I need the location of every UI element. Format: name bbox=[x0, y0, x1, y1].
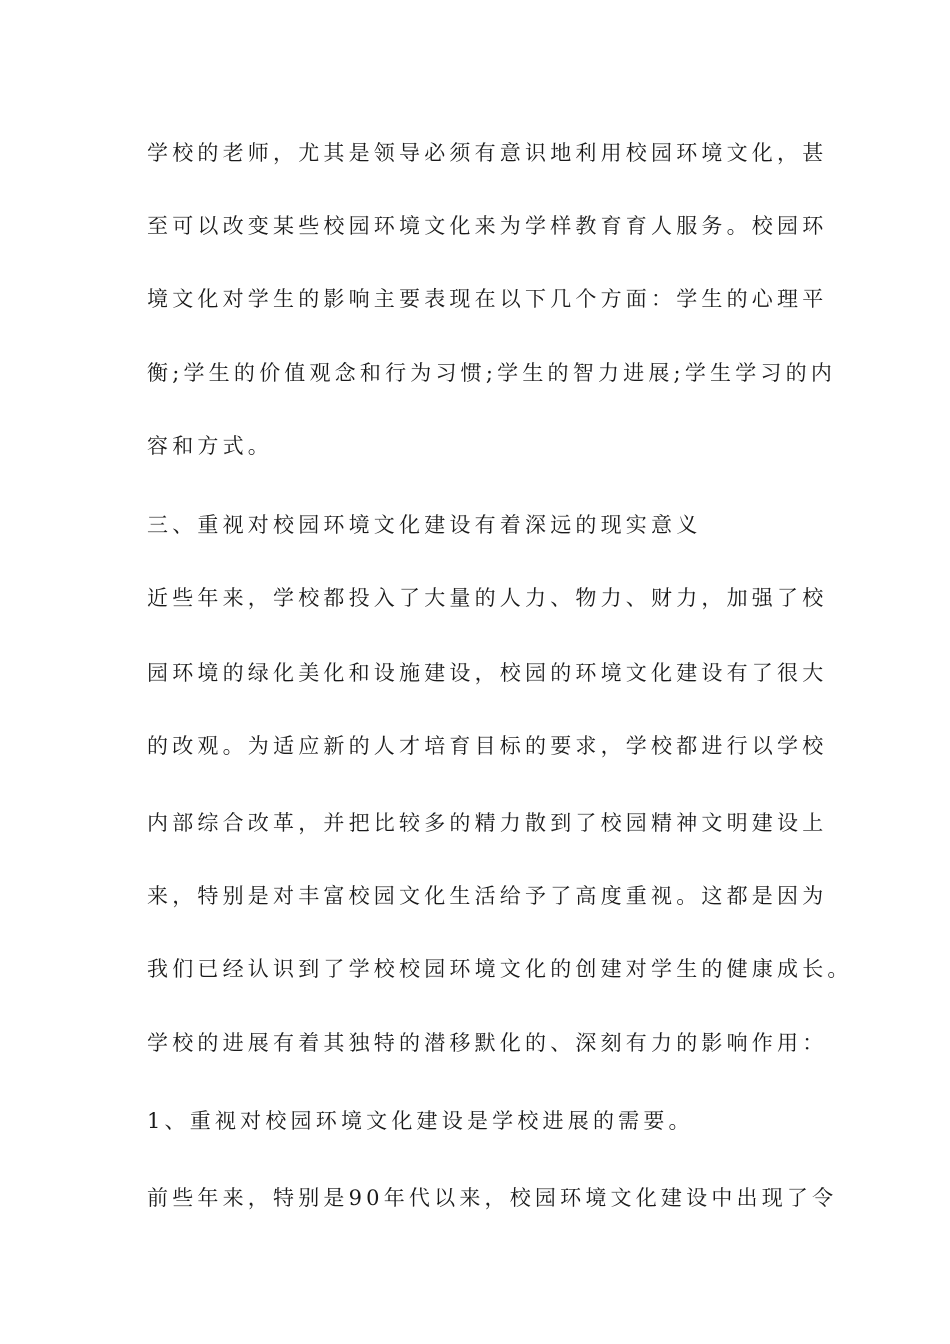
text-line: 园环境的绿化美化和设施建设，校园的环境文化建设有了很大 bbox=[147, 661, 828, 685]
section-heading: 三、重视对校园环境文化建设有着深远的现实意义 bbox=[147, 513, 702, 537]
text-line: 我们已经认识到了学校校园环境文化的创建对学生的健康成长。 bbox=[147, 957, 853, 981]
text-line: 前些年来，特别是90年代以来，校园环境文化建设中出现了令 bbox=[147, 1186, 838, 1210]
text-line: 学校的进展有着其独特的潜移默化的、深刻有力的影响作用： bbox=[147, 1031, 828, 1055]
text-line: 的改观。为适应新的人才培育目标的要求，学校都进行以学校 bbox=[147, 734, 828, 758]
text-line: 衡;学生的价值观念和行为习惯;学生的智力进展;学生学习的内 bbox=[147, 361, 837, 385]
text-line: 内部综合改革，并把比较多的精力散到了校园精神文明建设上 bbox=[147, 811, 828, 835]
text-line: 至可以改变某些校园环境文化来为学样教育育人服务。校园环 bbox=[147, 214, 828, 238]
text-line: 来，特别是对丰富校园文化生活给予了高度重视。这都是因为 bbox=[147, 884, 828, 908]
text-line: 学校的老师，尤其是领导必须有意识地利用校园环境文化，甚 bbox=[147, 141, 828, 165]
text-line: 容和方式。 bbox=[147, 434, 273, 458]
text-line: 境文化对学生的影响主要表现在以下几个方面：学生的心理平 bbox=[147, 287, 828, 311]
subsection-heading: 1、重视对校园环境文化建设是学校进展的需要。 bbox=[147, 1109, 694, 1133]
text-line: 近些年来，学校都投入了大量的人力、物力、财力，加强了校 bbox=[147, 586, 828, 610]
